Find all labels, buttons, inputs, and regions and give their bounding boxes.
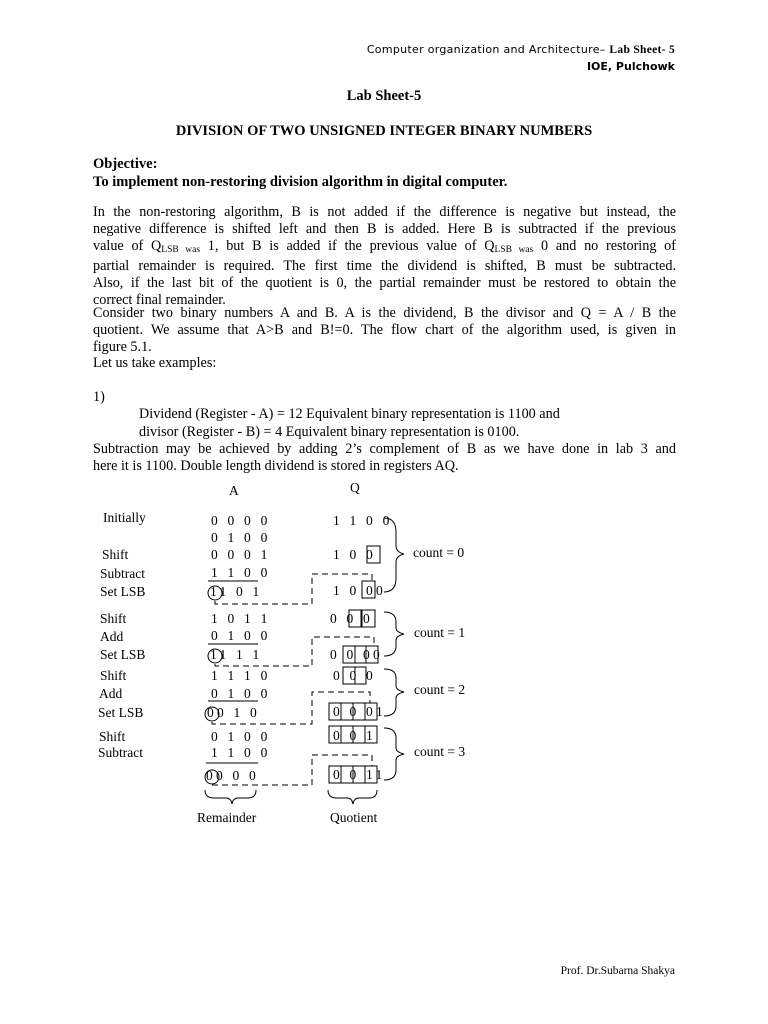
q-lsb-box: [366, 646, 378, 663]
paragraph-line: figure 5.1.: [93, 338, 152, 355]
row-label: Set LSB: [100, 584, 146, 599]
q-bit-box: [355, 646, 366, 663]
page-title: Lab Sheet-5: [346, 88, 422, 104]
paragraph-line: Let us take examples:: [93, 355, 217, 372]
sign-bit-circle: [208, 649, 222, 663]
sign-to-lsb-arrow: [215, 637, 374, 666]
row-label: Shift: [100, 668, 127, 683]
row-label: Shift: [99, 729, 126, 744]
paragraph-line: Subtraction may be achieved by adding 2’s complement of B as we have done in lab 3 and: [93, 441, 676, 457]
running-header-institution: IOE, Pulchowk: [586, 60, 675, 73]
register-a-value: 1 0 1 1: [211, 611, 271, 626]
q-bit-box: [343, 646, 355, 663]
register-a-value: 0 0 0 1: [211, 547, 271, 562]
q-bit-box: [341, 766, 353, 783]
q-bit-box: [329, 726, 341, 743]
q-bit-box: [329, 703, 341, 720]
objective-text: To implement non-restoring division algorithm in digital computer.: [93, 174, 508, 190]
row-label: Set LSB: [100, 647, 146, 662]
sign-bit: 0: [207, 705, 217, 720]
row-label: Subtract: [98, 745, 143, 760]
paragraph-line: negative difference is shifted left and then B is added. Here B is subtracted if the previous: [93, 220, 676, 237]
q-bit-box: [353, 766, 365, 783]
row-label: Shift: [102, 547, 129, 562]
paragraph-line: here it is 1100. Double length dividend is stored in registers AQ.: [93, 457, 459, 474]
q-bit-box: [341, 726, 353, 743]
paragraph-line: Also, if the last bit of the quotient is 0, the partial remainder must be restored to obtain the: [93, 275, 676, 292]
sign-bit: 0: [206, 768, 216, 783]
quotient-label: Quotient: [330, 810, 378, 825]
q-bit-box: [353, 726, 365, 743]
q-empty-box: [367, 546, 380, 563]
q-empty-box: [362, 610, 375, 627]
q-bits: 1 0 0: [333, 583, 376, 598]
register-a-value: 0 1 0 0: [211, 628, 271, 643]
text-run: 0 and no restoring of: [533, 237, 677, 254]
q-bit-box: [343, 667, 355, 684]
register-q-value: 0 0 0: [333, 668, 376, 683]
subscript: LSB was: [494, 244, 534, 255]
quotient-brace: [328, 790, 377, 804]
sign-bit-circle: [205, 707, 219, 721]
example-dividend: Dividend (Register - A) = 12 Equivalent binary representation is 1100 and: [139, 406, 560, 422]
register-a-value: 1 1 1 0: [211, 668, 271, 683]
register-a-value: 1 1 0 0: [211, 745, 271, 760]
sign-bit: 1: [210, 584, 220, 599]
column-header-q: Q: [350, 480, 360, 495]
q-lsb-box: [365, 766, 377, 783]
subscript: LSB was: [161, 244, 201, 255]
row-label: Initially: [103, 510, 146, 525]
register-q-value: 0 0 0: [330, 611, 373, 626]
a-rest-bits: 1 0 1: [219, 584, 263, 599]
register-a-value: 0 1 0 0: [211, 729, 271, 744]
q-lsb-box: [365, 703, 377, 720]
q-lsb: 0: [376, 583, 386, 598]
row-label: Shift: [100, 611, 127, 626]
remainder-label: Remainder: [197, 810, 257, 825]
q-empty-box: [365, 726, 377, 743]
register-a-value: 0 1 0 0: [211, 530, 271, 545]
q-bit-box: [341, 703, 353, 720]
q-lsb: 0: [373, 647, 383, 662]
count-label: count = 2: [414, 682, 466, 697]
paragraph-line: correct final remainder.: [93, 291, 226, 308]
a-rest-bits: 0 0 0: [215, 768, 259, 783]
sign-to-lsb-arrow: [215, 574, 372, 604]
paragraph-line: partial remainder is required. The first time the dividend is shifted, B must be subtracted.: [93, 258, 676, 275]
count-brace: [384, 728, 404, 780]
register-q-value: 1 0 0: [333, 547, 376, 562]
sign-bit: 1: [210, 647, 220, 662]
a-rest-bits: 1 1 1: [219, 647, 263, 662]
sign-bit-circle: [205, 770, 219, 784]
paragraph-line: quotient. We assume that A>B and B!=0. The flow chart of the algorithm used, is given in: [93, 321, 676, 338]
count-brace: [384, 669, 404, 716]
count-brace: [384, 518, 404, 592]
q-bit-box: [355, 667, 366, 684]
count-brace: [384, 612, 404, 656]
example-number: 1): [93, 389, 105, 405]
q-lsb: 1: [375, 767, 386, 782]
register-a-value: 0 0 0 0: [211, 513, 271, 528]
q-lsb: 1: [376, 704, 386, 719]
register-q-value: 0 0 1: [333, 728, 376, 743]
sign-to-lsb-arrow: [212, 692, 370, 724]
q-bits: 0 0 1: [333, 767, 376, 782]
row-label: Subtract: [100, 566, 145, 581]
paragraph-line: In the non-restoring algorithm, B is not added if the difference is negative but instead, the: [93, 204, 676, 220]
q-bits: 0 0 0: [330, 647, 373, 662]
text-run: value of Q: [93, 237, 162, 254]
register-a-value: 1 1 0 0: [211, 565, 271, 580]
example-divisor: divisor (Register - B) = 4 Equivalent binary representation is 0100.: [139, 424, 520, 440]
sign-bit-circle: [208, 586, 222, 600]
count-label: count = 3: [414, 744, 466, 759]
q-bit-box: [353, 703, 365, 720]
q-bit-box: [349, 610, 361, 627]
count-label: count = 0: [413, 545, 465, 560]
column-header-a: A: [229, 483, 239, 498]
a-rest-bits: 0 1 0: [216, 705, 260, 720]
register-q-value: 1 1 0 0: [333, 513, 393, 528]
paragraph-line: Consider two binary numbers A and B. A is the dividend, B the divisor and Q = A / B the: [93, 305, 676, 321]
q-bit-box: [329, 766, 341, 783]
row-label: Set LSB: [98, 705, 144, 720]
text-run: , but B is added if the previous value of Q: [214, 237, 495, 254]
header-course-text: Computer organization and Architecture–: [366, 43, 606, 56]
q-bits: 0 0 0: [333, 704, 376, 719]
register-a-value: 0 1 0 0: [211, 686, 271, 701]
text-run: 1: [200, 237, 215, 254]
remainder-brace: [205, 790, 256, 804]
page-subtitle: DIVISION OF TWO UNSIGNED INTEGER BINARY NUMBERS: [175, 123, 593, 139]
objective-label: Objective:: [93, 156, 158, 172]
header-sheet-ref: Lab Sheet- 5: [609, 44, 675, 56]
row-label: Add: [99, 686, 123, 701]
q-lsb-box: [362, 581, 375, 598]
footer-author: Prof. Dr.Subarna Shakya: [560, 965, 675, 977]
count-label: count = 1: [414, 625, 466, 640]
sign-to-lsb-arrow: [212, 755, 372, 785]
row-label: Add: [100, 629, 124, 644]
